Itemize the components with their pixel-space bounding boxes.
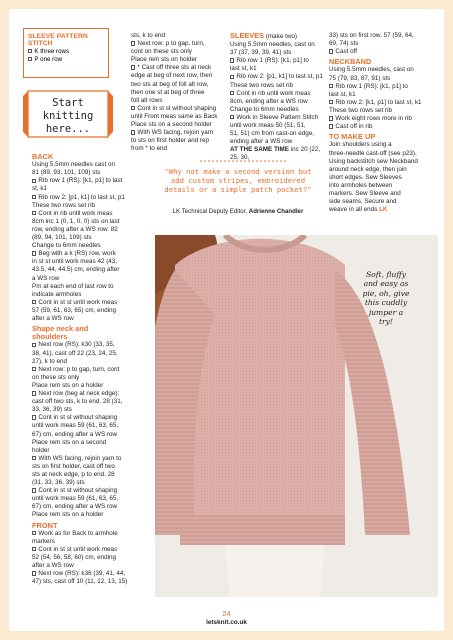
instruction-line: after a WS row	[32, 562, 74, 570]
makeup-instructions	[329, 141, 429, 206]
instruction-line: Cont in rib until work meas	[32, 210, 128, 218]
instruction-line: Next row (RS): k30 (33, 35,	[32, 341, 128, 349]
checkbox-icon[interactable]	[32, 367, 36, 371]
instruction-line: Next row: p to gap, turn, cont	[32, 366, 128, 374]
instruction-line: 69, 74) sts	[329, 40, 359, 48]
checkbox-icon[interactable]	[131, 130, 135, 134]
instruction-line: Cont in rib until work meas	[230, 90, 327, 98]
badge-line-1: Start	[52, 97, 84, 109]
instruction-line: Using backstitch sew Neckband	[329, 157, 418, 165]
checkbox-icon[interactable]	[230, 75, 234, 79]
instruction-line: to sts on first holder and rep	[131, 137, 210, 145]
photo-callout: Soft, fluffy and easy as pie, oh, give this cuddly jumper a try!	[362, 270, 410, 327]
instruction-line: until work meas 50 (51, 51,	[230, 122, 306, 130]
checkbox-icon[interactable]	[32, 300, 36, 304]
instruction-line: last st, k1	[329, 90, 356, 98]
checkbox-icon[interactable]	[32, 251, 36, 255]
instruction-line: Using 5.5mm needles, cast on	[329, 66, 414, 74]
heading-neckband: NECKBAND	[329, 57, 372, 67]
instruction-line: 33) sts on first row. 57 (59, 64,	[329, 32, 414, 39]
sleeves-instructions	[230, 41, 327, 146]
quote-credit: LK Technical Deputy Editor, Adrienne Chandler	[172, 208, 304, 215]
heading-make-up: TO MAKE UP	[329, 132, 376, 142]
neck-instructions	[32, 341, 128, 519]
instruction-line: 27), k to end	[32, 357, 68, 365]
instruction-line: With WS facing, rejoin yarn to	[32, 455, 128, 463]
instruction-line: * Cast off three sts at neck	[131, 64, 226, 72]
checkbox-icon[interactable]	[329, 124, 333, 128]
instruction-line: Cont in st st until work meas	[32, 546, 128, 554]
instruction-line: Rib row 1 (RS): [k1, p1] to last	[32, 177, 128, 185]
instruction-line: Cont in st st without shaping	[32, 414, 128, 422]
instruction-line: cont on these sts only	[131, 48, 192, 56]
instruction-line: in st st until work meas 42 (43,	[32, 258, 118, 266]
instruction-line: Cont in st st without shaping	[131, 105, 226, 113]
instruction-line: foll alt rows	[131, 96, 163, 104]
instruction-line: 57 (59, 61, 63, 65) cm, ending	[32, 306, 117, 314]
instruction-line: 43.5, 44, 44.5) cm, ending after	[32, 266, 120, 274]
checkbox-icon[interactable]	[32, 195, 36, 199]
instruction-line: markers	[32, 537, 55, 545]
quote-line-1: "Why not make a second version but	[164, 167, 312, 176]
checkbox-icon[interactable]	[32, 211, 36, 215]
instruction-line: 33, 36, 39) sts	[32, 406, 72, 414]
quote-line-3: details or a simple patch pocket?"	[164, 184, 312, 194]
checkbox-icon[interactable]	[28, 49, 32, 53]
instruction-line: Rib row 1 (RS): [k1, p1] to	[230, 57, 327, 65]
instruction-line: then one st at beg of three	[131, 88, 205, 96]
instruction-line: into armholes between	[329, 181, 393, 189]
instruction-line: Join shoulders using a	[329, 141, 392, 149]
column-makeup	[329, 32, 429, 214]
instruction-line: sts, k to end	[131, 32, 165, 39]
instruction-line: Work as for Back to armhole	[32, 530, 128, 538]
checkbox-icon[interactable]	[32, 488, 36, 492]
website-link[interactable]: letsknit.co.uk	[206, 619, 247, 626]
instruction-line: Rib row 2: [k1, p1] to last st, k1	[329, 99, 429, 107]
instruction-line: (31, 33, 36, 39) sts	[32, 479, 85, 487]
instruction-line: from * to end	[131, 145, 168, 153]
instruction-line: sts on first holder, cast off two	[32, 462, 115, 470]
instruction-line: short edges. Sew Sleeves	[329, 173, 402, 181]
instruction-line: (89, 94, 101, 109) sts	[32, 234, 92, 242]
neckband-instructions	[329, 66, 429, 131]
sleeve-pattern-stitch-box	[23, 28, 109, 78]
checkbox-icon[interactable]	[32, 343, 36, 347]
instruction-line: 75 (79, 83, 87, 91) sts	[329, 74, 391, 82]
instruction-line: sts at neck edge, p to end. 28	[32, 470, 115, 478]
start-knitting-badge	[22, 88, 114, 142]
stitch-row-1: K three rows	[28, 48, 104, 56]
quote-line-2: add custom stripes, embroidered	[170, 175, 306, 185]
instruction-line: Cast off in rib	[329, 123, 429, 131]
heading-back: BACK	[32, 152, 54, 161]
instruction-line: 51, 51) cm from cast-on edge,	[230, 130, 314, 138]
instruction-line: last st, k1	[230, 65, 257, 73]
stitch-box-title-1: SLEEVE PATTERN	[28, 33, 88, 40]
checkbox-icon[interactable]	[230, 115, 234, 119]
sleeves-note: (make two)	[265, 33, 297, 40]
heading-neck-1: Shape neck and	[32, 324, 89, 334]
instruction-line: Next row: p to gap, turn,	[131, 40, 226, 48]
instruction-line: cast off two sts, k to end. 28 (31,	[32, 398, 123, 406]
heading-neck-2: shoulders	[32, 332, 68, 342]
checkbox-icon[interactable]	[131, 106, 135, 110]
instruction-line: 67) cm, ending after a WS row	[32, 430, 118, 438]
instruction-line: 81 (89, 93, 101, 109) sts	[32, 169, 101, 177]
checkbox-icon[interactable]	[32, 547, 36, 551]
instruction-line: 8cm, ending after a WS row	[230, 97, 308, 105]
pull-quote	[134, 168, 342, 194]
instruction-line: around neck edge, then join	[329, 165, 407, 173]
checkbox-icon[interactable]	[32, 456, 36, 460]
instruction-line: two sts at beg of foll alt row,	[131, 80, 209, 88]
instruction-line: markers. Sew Sleeve and	[329, 190, 401, 197]
instruction-line: Cast off	[329, 48, 429, 56]
checkbox-icon[interactable]	[329, 84, 333, 88]
instruction-line: 38, 41), cast off 22 (23, 24, 25,	[32, 349, 118, 357]
checkbox-icon[interactable]	[329, 100, 333, 104]
instruction-line: 67) cm, ending after a WS row	[32, 503, 118, 511]
checkbox-icon[interactable]	[32, 571, 36, 575]
instruction-line: Place rem sts on a holder	[32, 511, 104, 519]
instruction-line: on these sts only	[32, 373, 80, 381]
instruction-line: Change to 6mm needles	[32, 242, 101, 250]
instruction-line: row, ending after a WS row. 82	[32, 225, 118, 233]
instruction-line: until Front meas same as Back	[131, 112, 218, 120]
checkbox-icon[interactable]	[32, 415, 36, 419]
page-number: 24	[222, 609, 231, 618]
instruction-line: Next row (RS): k36 (39, 41, 44,	[32, 570, 128, 578]
instruction-line: Rib row 2: [p1, k1] to last st, p1	[32, 194, 128, 202]
column-back-front	[32, 153, 128, 586]
heading-sleeves: SLEEVES	[230, 31, 265, 40]
checkbox-icon[interactable]	[32, 391, 36, 395]
instruction-line: 37 (37, 39, 39, 41) sts	[230, 49, 292, 57]
instruction-line: until work meas 59 (61, 63, 65,	[32, 495, 119, 503]
same-time-line: AT THE SAME TIME inc 20 (22, 25, 30,	[230, 146, 321, 162]
instruction-line: ending after a WS row	[230, 138, 293, 146]
instruction-line: edge at beg of next row, then	[131, 72, 213, 80]
stitch-box-title-2: STITCH	[28, 40, 53, 48]
front-cont-instructions	[131, 32, 226, 153]
dotted-divider-icon	[200, 158, 286, 164]
checkbox-icon[interactable]	[32, 531, 36, 535]
column-sleeves	[230, 32, 327, 163]
badge-line-3: here...	[45, 123, 91, 135]
instruction-line: Rib row 1 (RS): [k1, p1] to	[329, 83, 429, 91]
instruction-line: Change to 6mm needles	[230, 105, 299, 113]
makeup-last-line: weave in all ends LK	[329, 206, 388, 214]
instruction-line: 52 (54, 56, 58, 60) cm, ending	[32, 554, 117, 562]
instruction-line: These two rows set rib	[32, 201, 95, 209]
instruction-line: Pm at each end of last row to	[32, 282, 114, 290]
instruction-line: Cont in st st until work meas	[32, 299, 128, 307]
checkbox-icon[interactable]	[230, 58, 234, 62]
checkbox-icon[interactable]	[230, 91, 234, 95]
instruction-line: side seams. Secure and	[329, 198, 397, 206]
checkbox-icon[interactable]	[329, 116, 333, 120]
instruction-line: Beg with a k (RS) row, work	[32, 250, 128, 258]
instruction-line: until work meas 59 (61, 63, 65,	[32, 422, 119, 430]
instruction-line: Place rem sts on holder	[131, 56, 198, 64]
instruction-line: Place sts on a second holder	[131, 121, 212, 129]
instruction-line: Place rem sts on a second	[32, 438, 107, 446]
instruction-line: With WS facing, rejoin yarn	[131, 129, 226, 137]
heading-front: FRONT	[32, 520, 58, 530]
instruction-line: These two rows set rib	[329, 106, 392, 114]
instruction-line: st, k1	[32, 185, 48, 193]
instruction-line: Using 5.5mm needles cast on	[32, 161, 115, 169]
instruction-line: Next row (beg at neck edge):	[32, 390, 128, 398]
instruction-line: holder	[32, 446, 50, 454]
sleeves-end-instructions	[329, 32, 429, 56]
stitch-row-2: P one row	[28, 56, 104, 64]
badge-line-2: knitting	[42, 110, 94, 122]
instruction-line: Work eight rows more in rib	[329, 115, 429, 123]
instruction-line: Rib row 2: [p1, k1] to last st, p1	[230, 73, 327, 81]
instruction-line: Place rem sts on a holder	[32, 381, 104, 389]
instruction-line: three-needle cast-off (see p23).	[329, 149, 417, 157]
instruction-line: Using 5.5mm needles, cast on	[230, 41, 315, 49]
instruction-line: 8cm inc 1 (0, 1, 0, 0) sts on last	[32, 217, 120, 225]
instruction-line: a WS row	[32, 274, 60, 282]
instruction-line: 47) sts, cast off 10 (11, 12, 13, 15)	[32, 578, 128, 586]
instruction-line: indicate armholes	[32, 290, 82, 298]
instruction-line: after a WS row	[32, 314, 74, 322]
checkbox-icon[interactable]	[131, 41, 135, 45]
instruction-line: These two rows set rib	[230, 81, 293, 89]
front-instructions	[32, 530, 128, 587]
checkbox-icon[interactable]	[329, 49, 333, 53]
instruction-line: Cont in st st without shaping	[32, 487, 128, 495]
instruction-line: Work in Sleeve Pattern Stitch	[230, 114, 327, 122]
checkbox-icon[interactable]	[131, 65, 135, 69]
checkbox-icon[interactable]	[28, 57, 32, 61]
back-instructions	[32, 161, 128, 323]
column-front-cont	[131, 32, 226, 153]
checkbox-icon[interactable]	[32, 179, 36, 183]
